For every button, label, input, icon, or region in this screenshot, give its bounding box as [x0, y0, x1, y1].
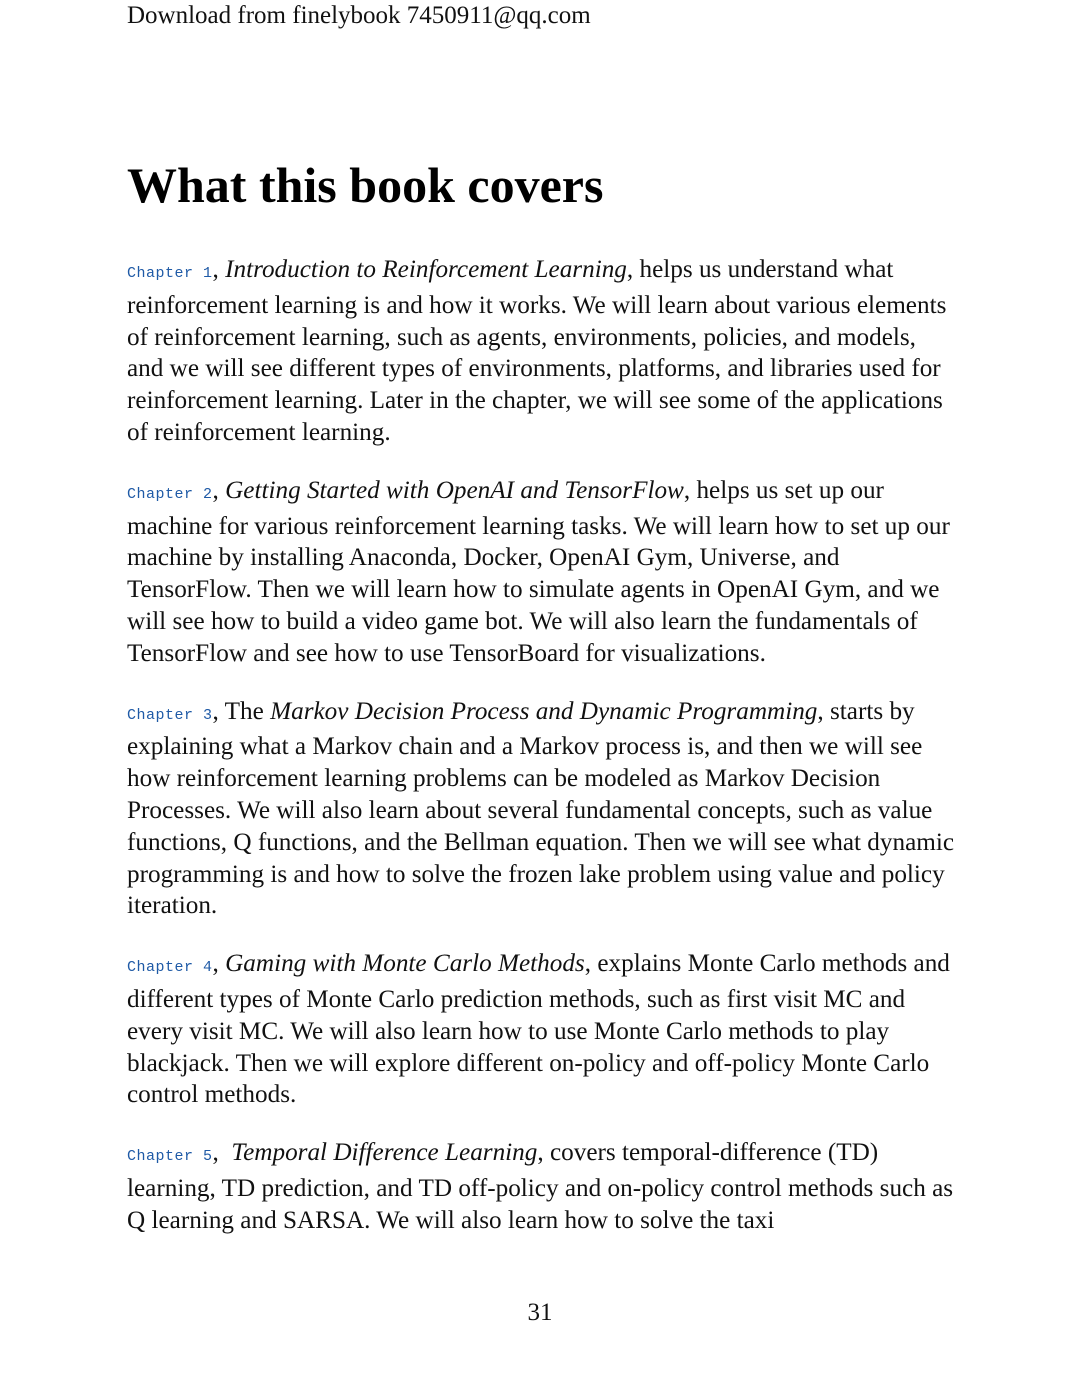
chapter-paragraph-2 — [127, 475, 957, 670]
chapter-description: , helps us set up our machine for various reinforcement learning tasks. We will learn how to set up our machine by installing Anaconda, Docker, OpenAI Gym, Universe, and TensorFlow. Then we will learn how to simulate agents in OpenAI Gym, and we will see how to build a video game bot. We will also learn the fundamentals of TensorFlow and see how to use TensorBoard for visualizations. — [127, 476, 950, 667]
separator: , — [212, 950, 226, 978]
chapter-code: Chapter 3 — [127, 706, 213, 724]
chapter-description: , covers temporal-difference (TD) learning, TD prediction, and TD off-policy and on-policy control methods such as Q learning and SARSA. We will also learn how to solve the taxi — [127, 1139, 954, 1234]
chapter-prefix: The — [224, 697, 271, 725]
chapter-paragraph-1 — [127, 254, 957, 449]
chapter-title: Gaming with Monte Carlo Methods — [225, 950, 585, 978]
chapter-description: , starts by explaining what a Markov chain and a Markov process is, and then we will see how reinforcement learning problems can be modeled as Markov Decision Processes. We will also learn about several fundamental concepts, such as value functions, Q functions, and the Bellman equation. Then we will see what dynamic programming is and how to solve the frozen lake problem using value and policy iteration. — [127, 697, 955, 920]
separator: , — [212, 476, 226, 504]
chapter-paragraph-3 — [127, 696, 957, 923]
chapter-code: Chapter 5 — [127, 1148, 213, 1166]
chapter-title: Getting Started with OpenAI and TensorFlow — [225, 476, 684, 504]
page-number: 31 — [527, 1299, 553, 1326]
chapter-paragraph-5 — [127, 1137, 957, 1236]
chapter-description: , explains Monte Carlo methods and different types of Monte Carlo prediction methods, such as first visit MC and every visit MC. We will also learn how to use Monte Carlo methods to play blackjack. Then we will explore different on-policy and off-policy Monte Carlo control methods. — [127, 950, 950, 1109]
chapter-list — [127, 254, 957, 1263]
chapter-title: Temporal Difference Learning — [231, 1139, 538, 1167]
chapter-title: Introduction to Reinforcement Learning — [225, 256, 627, 283]
chapter-paragraph-4 — [127, 948, 957, 1111]
watermark-text: Download from finelybook 7450911@qq.com — [127, 2, 591, 29]
chapter-code: Chapter 4 — [127, 959, 213, 977]
separator: , — [212, 1139, 232, 1167]
chapter-title: Markov Decision Process and Dynamic Programming — [270, 697, 818, 725]
chapter-code: Chapter 2 — [127, 485, 213, 503]
separator: , — [212, 256, 226, 283]
separator: , — [212, 697, 225, 725]
chapter-description: , helps us understand what reinforcement learning is and how it works. We will learn about various elements of reinforcement learning, such as agents, environments, policies, and models, and we will see different types of environments, platforms, and libraries used for reinforcement learning. Later in the chapter, we will see some of the applications of reinforcement learning. — [127, 256, 947, 446]
page-title: What this book covers — [127, 157, 604, 213]
chapter-code: Chapter 1 — [127, 265, 213, 282]
